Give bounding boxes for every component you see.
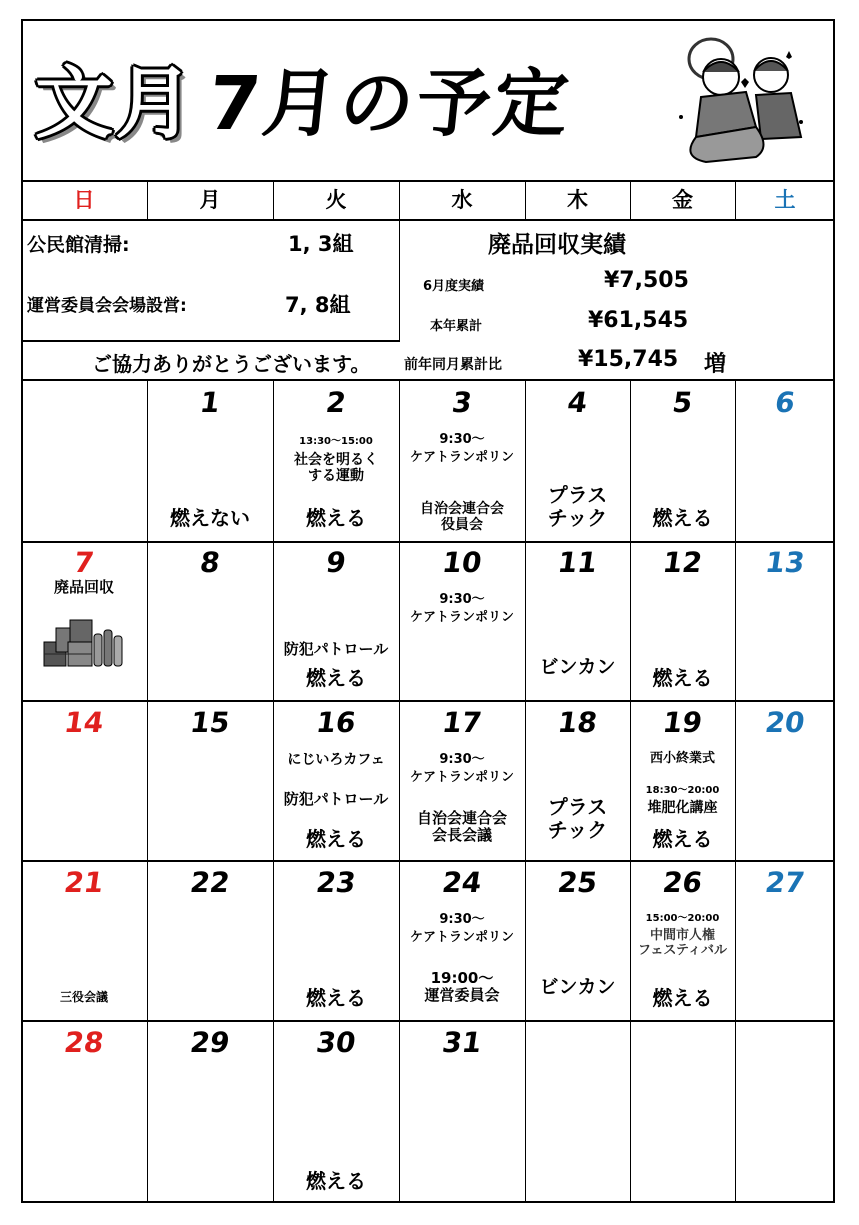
garbage-label: 燃える <box>306 986 366 1010</box>
cleaning-label: 公民館清掃: <box>27 234 130 256</box>
meeting-label: 自治会連合会 会長会議 <box>416 809 507 845</box>
day-number: 15 <box>188 706 232 739</box>
day-number: 4 <box>565 386 590 419</box>
day-number: 7 <box>71 546 97 579</box>
day-number: 21 <box>62 866 106 899</box>
year-total-label: 本年累計 <box>430 319 483 334</box>
day-number: 18 <box>555 706 600 739</box>
june-result-label: 6月度実績 <box>423 279 485 294</box>
event-label: 防犯パトロール <box>283 640 389 658</box>
weekday-sat: 土 <box>774 188 796 212</box>
event-label: にじいろカフェ <box>287 752 385 768</box>
event-label: 廃品回収 <box>53 578 114 596</box>
recycling-title: 廃品回収実績 <box>488 232 626 258</box>
day-number: 24 <box>440 866 484 899</box>
day-number: 14 <box>62 706 106 739</box>
day-number: 11 <box>555 546 600 579</box>
event-label: ケアトランポリン <box>409 770 514 785</box>
event-label: 西小終業式 <box>649 751 715 766</box>
garbage-label: ビンカン <box>539 976 616 998</box>
prev-year-label: 前年同月累計比 <box>404 357 502 373</box>
day-number: 8 <box>197 546 223 579</box>
day-number: 5 <box>670 386 695 419</box>
day-number: 20 <box>763 706 807 739</box>
day-number: 28 <box>62 1026 106 1059</box>
day-number: 16 <box>314 706 358 739</box>
prev-year-suffix: 増 <box>704 352 727 377</box>
event-label: 社会を明るく する運動 <box>294 452 378 485</box>
garbage-label: ビンカン <box>539 656 616 678</box>
garbage-label: 燃える <box>306 1169 366 1193</box>
year-total-value: ¥61,545 <box>588 308 689 333</box>
prev-year-value: ¥15,745 <box>578 347 679 372</box>
event-label: 中間市人権 フェスティバル <box>637 928 728 958</box>
garbage-label: 燃える <box>652 827 713 851</box>
day-number: 19 <box>660 706 705 739</box>
day-number: 30 <box>314 1026 358 1059</box>
day-number: 27 <box>763 866 807 899</box>
thanks-message: ご協力ありがとうございます。 <box>92 352 371 376</box>
event-label: ケアトランポリン <box>409 930 514 945</box>
day-number: 23 <box>314 866 358 899</box>
garbage-label: 燃える <box>306 666 366 690</box>
day-number: 2 <box>323 386 349 419</box>
divider <box>21 541 835 543</box>
weekday-thu: 木 <box>567 188 588 212</box>
event-time: 13:30～15:00 <box>299 436 373 447</box>
day-number: 25 <box>555 866 600 899</box>
recycling-bundle-icon <box>42 614 128 670</box>
hina-couple-illustration <box>661 27 821 167</box>
event-label: ケアトランポリン <box>409 450 514 465</box>
event-time: 9:30～ <box>439 432 485 447</box>
garbage-label: 燃えない <box>170 506 250 530</box>
divider <box>147 379 148 1203</box>
weekday-tue: 火 <box>325 188 347 212</box>
divider <box>21 379 835 381</box>
month-name-title: 文月 <box>35 59 196 149</box>
day-number: 10 <box>440 546 484 579</box>
divider <box>21 340 400 342</box>
calendar-header <box>21 19 835 181</box>
day-number: 26 <box>660 866 705 899</box>
day-number: 6 <box>772 386 798 419</box>
meeting-label: 19:00～ 運営委員会 <box>424 969 500 1005</box>
setup-group: 7, 8組 <box>285 293 351 317</box>
event-label: ケアトランポリン <box>409 610 514 625</box>
day-number: 1 <box>197 386 223 419</box>
event-label: 防犯パトロール <box>283 790 389 808</box>
day-number: 31 <box>440 1026 484 1059</box>
event-time: 9:30～ <box>439 752 485 767</box>
event-label: 堆肥化講座 <box>647 800 718 816</box>
divider <box>21 860 835 862</box>
garbage-label: 燃える <box>306 506 366 530</box>
garbage-label: 燃える <box>652 506 713 530</box>
divider <box>21 700 835 702</box>
event-time: 9:30～ <box>439 592 485 607</box>
day-number: 12 <box>660 546 705 579</box>
meeting-label: 三役会議 <box>59 990 108 1004</box>
june-result-value: ¥7,505 <box>604 268 689 293</box>
divider <box>21 1020 835 1022</box>
divider <box>21 219 835 221</box>
setup-label: 運営委員会会場設営: <box>27 296 187 316</box>
garbage-label: 燃える <box>652 986 713 1010</box>
schedule-title: 7月の予定 <box>203 61 576 147</box>
meeting-label: 自治会連合会 役員会 <box>420 501 504 534</box>
day-number: 17 <box>440 706 484 739</box>
day-number: 22 <box>188 866 232 899</box>
day-number: 3 <box>449 386 475 419</box>
cleaning-group: 1, 3組 <box>288 232 354 256</box>
day-number: 29 <box>188 1026 232 1059</box>
garbage-label: プラス チック <box>547 483 608 530</box>
event-time: 9:30～ <box>439 912 485 927</box>
event-time: 15:00～20:00 <box>645 913 720 924</box>
weekday-mon: 月 <box>199 188 221 212</box>
garbage-label: プラス チック <box>547 795 608 842</box>
divider <box>735 379 736 1203</box>
garbage-label: 燃える <box>306 827 366 851</box>
garbage-label: 燃える <box>652 666 713 690</box>
event-time: 18:30～20:00 <box>645 785 720 796</box>
day-number: 13 <box>763 546 807 579</box>
weekday-wed: 水 <box>451 188 473 212</box>
weekday-sun: 日 <box>73 188 95 212</box>
divider <box>399 219 400 341</box>
weekday-fri: 金 <box>672 188 693 212</box>
day-number: 9 <box>323 546 349 579</box>
